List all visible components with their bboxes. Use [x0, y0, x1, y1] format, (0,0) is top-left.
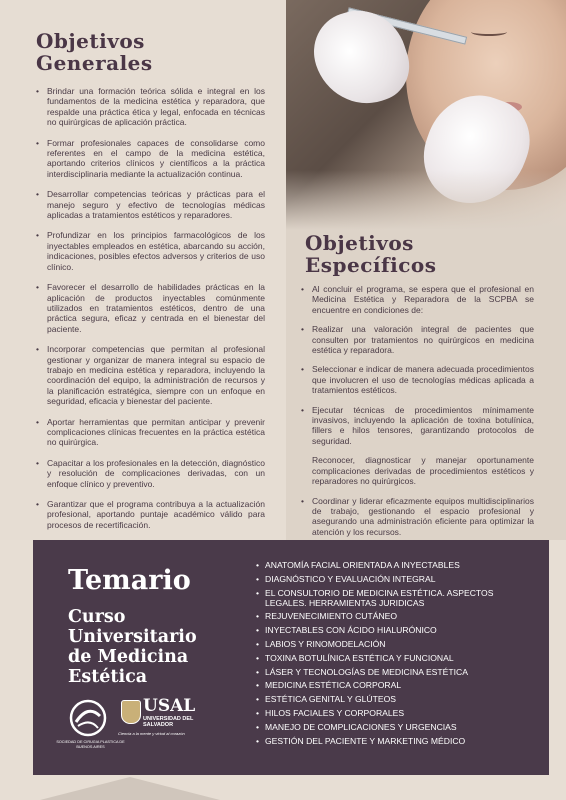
list-item: • LABIOS Y RINOMODELACIÓN	[256, 639, 536, 649]
list-item: • GESTIÓN DEL PACIENTE Y MARKETING MÉDICO	[256, 736, 536, 746]
objetivos-especificos-title	[305, 232, 545, 276]
list-item: • TOXINA BOTULÍNICA ESTÉTICA Y FUNCIONAL	[256, 653, 536, 663]
course-line1: Curso	[68, 607, 126, 627]
list-item: • Aportar herramientas que permitan anticipar y prevenir complicaciones clínicas frecuentes en la práctica estética no quirúrgica.	[36, 417, 265, 448]
course-line2: Universitario	[68, 627, 197, 647]
temario-panel	[33, 540, 549, 775]
list-item: • ESTÉTICA GENITAL Y GLÚTEOS	[256, 694, 536, 704]
og-title-line2: Generales	[36, 51, 153, 75]
list-item: • Garantizar que el programa contribuya a la actualización profesional, aportando puntaje académico válido para procesos de recertificación.	[36, 499, 265, 530]
list-item: • MEDICINA ESTÉTICA CORPORAL	[256, 680, 536, 690]
temario-title: Temario	[68, 565, 191, 596]
list-item: • Capacitar a los profesionales en la detección, diagnóstico y resolución de complicaciones derivadas, con un enfoque clínico y preventivo.	[36, 458, 265, 489]
list-item: • ANATOMÍA FACIAL ORIENTADA A INYECTABLES	[256, 560, 536, 570]
list-item: • Realizar una valoración integral de pacientes que consulten por tratamientos no quirúrgicos en medicina estética y reparadora.	[301, 324, 534, 355]
list-item: • HILOS FACIALES Y CORPORALES	[256, 708, 536, 718]
list-item: • Desarrollar competencias teóricas y prácticas para el manejo seguro y efectivo de tecnologías médicas aplicadas a tratamientos estéticos y reparadores.	[36, 189, 265, 220]
list-item: • Favorecer el desarrollo de habilidades prácticas en la aplicación de productos inyectables comúnmente utilizados en tratamientos estéticos, dentro de una práctica segura, eficaz y centrada en el bienestar del paciente.	[36, 282, 265, 334]
objetivos-especificos-list	[301, 284, 534, 546]
scpba-logo-text: SOCIEDAD DE CIRUGIA PLASTICA DE BUENOS AIRES	[56, 740, 125, 749]
objetivos-generales-list	[36, 86, 265, 540]
usal-motto: Ciencia a la mente y virtud al corazón	[118, 731, 185, 736]
list-item: • Profundizar en los principios farmacológicos de los inyectables empleados en estética, abarcando su acción, indicaciones, posibles efectos adversos y criterios de uso clínico.	[36, 230, 265, 272]
temario-list	[256, 560, 536, 749]
list-item: • REJUVENECIMIENTO CUTÁNEO	[256, 611, 536, 621]
list-item: • LÁSER Y TECNOLOGÍAS DE MEDICINA ESTÉTICA	[256, 667, 536, 677]
usal-subtitle: UNIVERSIDAD DEL SALVADOR	[143, 716, 194, 728]
list-item: • Ejecutar técnicas de procedimientos mínimamente invasivos, incluyendo la aplicación de toxina botulínica, fillers e hilos tensores, garantizando protocolos de seguridad.	[301, 405, 534, 447]
list-item: • DIAGNÓSTICO Y EVALUACIÓN INTEGRAL	[256, 574, 536, 584]
list-item: • Incorporar competencias que permitan al profesional gestionar y organizar de manera integral su espacio de trabajo en medicina estética y reparadora, incluyendo la coordinación del equipo, la administración de recursos y la planificación estratégica, siempre con un enfoque en seguridad, eficacia y bienestar del paciente.	[36, 344, 265, 406]
photo-fade	[286, 170, 566, 230]
hero-photo	[286, 0, 566, 230]
list-item: • Al concluir el programa, se espera que el profesional en Medicina Estética y Reparadora de la SCPBA se encuentre en condiciones de:	[301, 284, 534, 315]
list-item: • INYECTABLES CON ÁCIDO HIALURÓNICO	[256, 625, 536, 635]
list-item: • Seleccionar e indicar de manera adecuada procedimientos que involucren el uso de tecnologías médicas aplicada a tratamientos estéticos.	[301, 364, 534, 395]
course-line4: Estética	[68, 667, 148, 687]
list-item: • Formar profesionales capaces de consolidarse como referentes en el campo de la medicina estética, aportando criterios clínicos y científicos a la práctica interdisciplinaria mediante la actualización continua.	[36, 138, 265, 180]
scpba-logo-icon	[68, 698, 108, 738]
eye-shape	[471, 28, 507, 36]
list-item: • Brindar una formación teórica sólida e integral en los fundamentos de la medicina estética y reparadora, que respalde una práctica ética y legal, enfocada en técnicas no quirúrgicas de aplicación práctica.	[36, 86, 265, 128]
oe-title-line1: Objetivos	[305, 231, 414, 255]
list-item: Reconocer, diagnosticar y manejar oportunamente complicaciones derivadas de procedimientos estéticos y reparadores no quirúrgicos.	[312, 455, 534, 487]
usal-name: USAL	[143, 696, 196, 716]
list-item: • EL CONSULTORIO DE MEDICINA ESTÉTICA. ASPECTOS LEGALES. HERRAMIENTAS JURIDICAS	[256, 588, 536, 608]
list-item: • Coordinar y liderar eficazmente equipos multidisciplinarios de trabajo, gestionando el espacio profesional y asegurando una administración eficiente para optimizar la atención y los recursos.	[301, 496, 534, 538]
course-name	[68, 607, 228, 687]
course-line3: de Medicina	[68, 647, 189, 667]
usal-shield-icon	[121, 700, 141, 724]
oe-title-line2: Específicos	[305, 253, 437, 277]
gloved-hand-upper	[304, 0, 419, 117]
objetivos-generales-title	[36, 30, 276, 74]
decorative-triangle	[40, 777, 220, 800]
list-item: • MANEJO DE COMPLICACIONES Y URGENCIAS	[256, 722, 536, 732]
og-title-line1: Objetivos	[36, 29, 145, 53]
